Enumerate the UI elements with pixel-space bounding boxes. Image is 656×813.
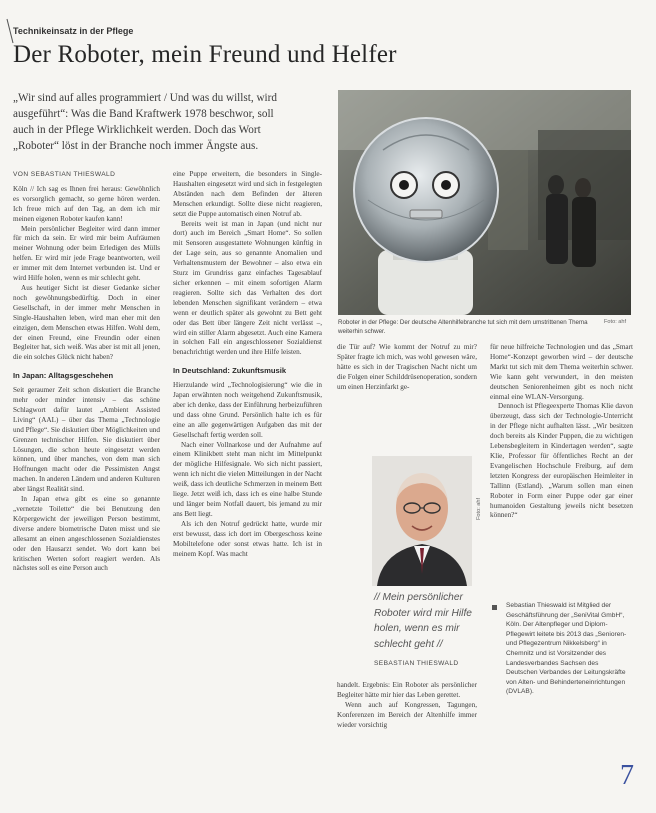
paragraph: für neue hilfreiche Technologien und das „Smart Home“-Konzept geworben wird – der deutsche Markt tut sich mit dem Thema weiterhin schwer. Wie kann geht verwundert, in den meisten deutschen Seniorenheimen gibt es noch nicht einmal eine WLAN-Versorgung. [490, 343, 633, 401]
robot-photo-image [338, 90, 631, 315]
lead-line: „Roboter“ löst in der Branche noch immer Ängste aus. [13, 140, 259, 152]
paragraph: Aus heutiger Sicht ist dieser Gedanke sicher noch gewöhnungsbedürftig. Doch in einer Gesellschaft, in der immer mehr Menschen in Single-Haushalten leben, wird man eher mit den einzigen, dem Menschen etwas Hilfen. Wohl dem, der einen Freund, eine Freundin oder einen Begleiter hat, sich weiß. Was aber ist mit all jenen, die ein solches Glück nicht haben? [13, 283, 160, 362]
lead-line: auch in der Pflege Wirklichkeit werden. Doch das Wort [13, 124, 261, 136]
paragraph: handelt. Ergebnis: Ein Roboter als persönlicher Begleiter hätte mir hier das Leben gerettet. [337, 681, 477, 699]
article-lead [13, 90, 328, 154]
paragraph: In Japan etwa gibt es eine so genannte „vernetzte Toilette“ die bei Benutzung den Körpergewicht der jeweiligen Person bestimmt, diverse andere biometrische Daten misst und sie allesamt an einen angeschlossenen Sozialdienstes oder den Hausarzt sendet. Wo dort kann bei kritischen Werten sofort reagiert werden. Als nächstes soll es eine Person auch [13, 495, 160, 573]
page-number: 7 [620, 760, 634, 791]
paragraph: Köln // Ich sag es Ihnen frei heraus: Gewöhnlich es vorsorglich gemacht, so gerne hören werden. Ich freue mich auf den Tag, an dem ich mir meinen eigenen Roboter kaufen kann! [13, 184, 160, 223]
article-column-2 [173, 170, 322, 559]
subheading-germany: In Deutschland: Zukunftsmusik [173, 366, 287, 376]
paragraph: eine Puppe erweitern, die besonders in Single-Haushalten eingesetzt wird und sich in festgelegten Abständen nach dem Befinden der älteren Menschen erkundigt. Sollte diese nicht reagieren, setzt die Puppe automatisch einen Notruf ab. [173, 170, 322, 218]
robot-photo [338, 90, 631, 315]
paragraph: Wenn auch auf Kongressen, Tagungen, Konferenzen im Bereich der Altenhilfe immer wieder vorsichtig [337, 700, 477, 729]
subheading-japan: In Japan: Alltagsgeschehen [13, 371, 114, 381]
bio-marker-icon [492, 605, 497, 610]
article-column-4 [490, 343, 633, 521]
article-headline: Der Roboter, mein Freund und Helfer [13, 41, 397, 68]
robot-photo-caption: Roboter in der Pflege: Der deutsche Altenhilfebranche tut sich mit dem umstrittenen Thema weiterhin schwer. [338, 319, 588, 335]
quote-line: holen, wenn es mir [374, 623, 460, 634]
paragraph: Hierzulande wird „Technologisierung“ wie die in Japan erwähnten noch weitgehend Zukunftsmusik, aber ich denke, dass der Einführung herbeizuführen und dass ohne Grund. Persönlich halte ich es für eine an alle gegenwärtigen Aufgaben das mit der Gesellschaft fertig werden soll. [173, 381, 322, 439]
author-bio: Sebastian Thieswald ist Mitglied der Geschäftsführung der „SeniVital GmbH“, Köln. Der Altenpfleger und Diplom-Pflegewirt leitete bis 2013 das „Senioren- und Pflegezentrum Nikkelsberg“ in Chemnitz und ist Vorsitzender des Landesverbandes Sachsen des Deutschen Verbandes der Leitungskräfte von Alten- und Behinderteneinrichtungen (DVLAB). [506, 602, 627, 696]
paragraph: Dennoch ist Pflegeexperte Thomas Klie davon überzeugt, dass sich der Technologie-Unterricht in der Pflege nicht aufhalten lässt. „Wir besitzen doch bereits als Kinder Puppen, die zu wichtigen Lebensbegleitern in Kindertagen werden“, sagte Klie, Professor für öffentliches Recht an der Evangelischen Hochschule Freiburg, auf dem letzten Kongress der europäischen Heimleiter in Tallinn (Estland). „Warum sollen man einen Roboter in Form einer Puppe oder gar einer humanoiden Gestaltung jeweils nicht besetzen können?“ [490, 402, 633, 520]
paragraph: Seit geraumer Zeit schon diskutiert die Branche mehr oder minder intensiv – das schöne Schlagwort dafür lautet „Ambient Assisted Living“ (AAL) – über das Thema „Technologie und Pflege“. Sie diskutiert über Möglichkeiten und Grenzen technischer Hilfen. Sie diskutiert über Lösungen, die schon heute eingesetzt werden können, und über manches, von dem man sich Hoffnungen macht oder die Pessimisten Angst machen. In anderen Ländern und anderen Kulturen aber längst Realität sind. [13, 386, 160, 494]
portrait-credit: Foto: ahf [476, 497, 482, 520]
section-kicker: Technikeinsatz in der Pflege [13, 26, 134, 36]
lead-line: „Wir sind auf alles programmiert / Und was du willst, wird [13, 92, 277, 104]
pull-quote [374, 590, 494, 652]
quote-line: // Mein persönlicher [374, 592, 463, 603]
paragraph: Als ich den Notruf gedrückt hatte, wurde mir erst bewusst, dass ich dort im Obergeschoss keine Mobiltelefone oder sonst etwas hatte. Ich ist in meinem Kopf. Was macht [173, 519, 322, 558]
robot-photo-credit: Foto: ahf [604, 319, 627, 325]
quote-line: schlecht geht // [374, 638, 443, 650]
byline: VON SEBASTIAN THIESWALD [13, 171, 116, 178]
paragraph: Mein persönlicher Begleiter wird dann immer für mich da sein. Er wird mir beim Aufräumen meiner Wohnung oder beim Erledigen des Mülls helfen. Er wird mir jede Frage beantworten, weil er immer mit dem Internet verbunden ist. Und er wird Hilfe holen, wenn es mir schlecht geht. [13, 224, 160, 283]
quote-line: Roboter wird mir Hilfe [374, 607, 472, 619]
author-portrait [372, 456, 472, 586]
author-portrait-image [372, 456, 472, 586]
paragraph: Nach einer Vollnarkose und der Aufnahme auf einem Klinikbett steht man nicht im Mittelpunkt der mögliche Hilfesignale. Wo sich nicht passiert, wenn ich nicht die vielen Mitteilungen in der Nacht weiß, dass ich deutliche Schmerzen in meinem Bett liege. Jetzt weiß ich, dass ich es eine halbe Stunde und länger beim Notfall dauert, bis jemand zu mir ans Bett liegt. [173, 440, 322, 518]
lead-line: ausgeführt“: Was die Band Kraftwerk 1978 beschwor, soll [13, 108, 274, 120]
paragraph: die Tür auf? Wie kommt der Notruf zu mir? Später fragte ich mich, was wohl gewesen wäre, hätte es sich in der Tragischen Nacht nicht um die Folgen einer Schilddrüsenoperation, sondern um einen Herzinfarkt ge- [337, 343, 477, 391]
article-column-3-bottom [337, 681, 477, 731]
article-column-1 [13, 170, 160, 574]
article-column-3-top [337, 343, 477, 393]
paragraph: Bereits weit ist man in Japan (und nicht nur dort) auch im Bereich „Smart Home“. So sollen mit Sensoren ausgestattete Wohnungen künftig in der Lage sein, aus so genannte Anomalien und Verhaltensmustern der Bewohner – also etwa ein Sturz im Grundriss ganz einfaches Tagesablauf sicher erkennen – mit einem sofortigen Alarm reagieren. Sollte sich das Verhalten des dort lebenden Menschen signifikant verändern – etwa wenn er deutlich später als gewohnt zu Bett geht oder das Bett über längere Zeit nicht verlässt –, wird ein stiller Alarm abgesetzt. Auch eine Kamera in solchen Fall ein angeschlossener Sozialdienst benachrichtigt werden und ihre Hilfe leisten. [173, 219, 322, 357]
quote-author: SEBASTIAN THIESWALD [374, 660, 459, 667]
